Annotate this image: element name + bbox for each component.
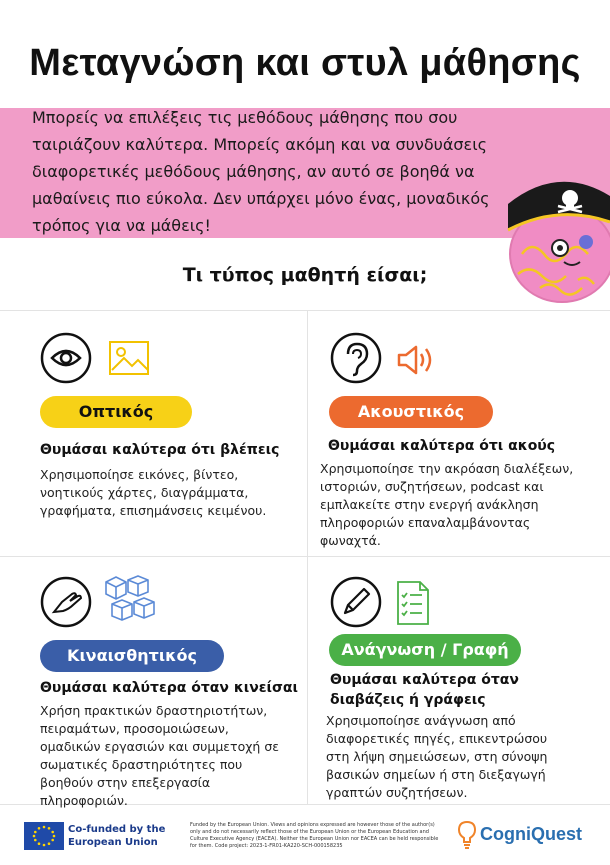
pirate-brain-mascot-icon bbox=[500, 162, 610, 312]
divider bbox=[0, 556, 610, 557]
divider bbox=[307, 310, 308, 804]
readwrite-description: Χρησιμοποίησε ανάγνωση από διαφορετικές πηγές, επικεντρώσου στη λήψη σημειώσεων, στη σύνοψη βασικών σημείων ή στη διεξαγωγή γραπτών συζητήσεων. bbox=[326, 713, 548, 800]
speaker-icon bbox=[396, 343, 436, 377]
image-icon bbox=[108, 340, 150, 376]
page-title: Μεταγνώση και στυλ μάθησης bbox=[29, 42, 581, 84]
checklist-icon bbox=[396, 580, 430, 626]
hand-icon bbox=[40, 576, 92, 628]
auditory-description: Χρησιμοποίησε την ακρόαση διαλέξεων, ιστοριών, συζητήσεων, podcast και εμπλακείτε στην ενεργή ανάκληση πληροφοριών επαναλαμβάνοντας φωναχτά. bbox=[320, 461, 574, 548]
kinesthetic-subhead: Θυμάσαι καλύτερα όταν κινείσαι bbox=[40, 680, 298, 696]
auditory-type-badge: Ακουστικός bbox=[329, 396, 493, 428]
kinesthetic-description: Χρήση πρακτικών δραστηριοτήτων, πειραμάτων, προσομοιώσεων, ομαδικών εργασιών και συμμετοχή σε σωματικές δραστηριότητες που βοηθούν στην επεξεργασία πληροφοριών. bbox=[40, 703, 280, 808]
eye-icon bbox=[40, 332, 92, 384]
visual-description: Χρησιμοποίησε εικόνες, βίντεο, νοητικούς χάρτες, διαγράμματα, γραφήματα, επισημάνσεις κειμένου. bbox=[40, 467, 267, 518]
cubes-icon bbox=[102, 574, 158, 626]
auditory-subhead: Θυμάσαι καλύτερα ότι ακούς bbox=[328, 438, 556, 454]
divider bbox=[0, 310, 610, 311]
eu-cofunded-label: Co-funded by the European Union bbox=[68, 824, 166, 848]
cogniquest-brand: CogniQuest bbox=[480, 824, 582, 844]
readwrite-subhead: Θυμάσαι καλύτερα όταν διαβάζεις ή γράφεις bbox=[330, 672, 519, 708]
question-heading: Τι τύπος μαθητή είσαι; bbox=[182, 264, 428, 286]
kinesthetic-type-badge: Κιναισθητικός bbox=[40, 640, 224, 672]
visual-subhead: Θυμάσαι καλύτερα ότι βλέπεις bbox=[40, 442, 280, 458]
readwrite-type-badge: Ανάγνωση / Γραφή bbox=[329, 634, 521, 666]
cogniquest-logo-icon bbox=[456, 820, 478, 850]
intro-text: Μπορείς να επιλέξεις τις μεθόδους μάθησης που σου ταιριάζουν καλύτερα. Μπορείς ακόμη και να συνδυάσεις διαφορετικές μεθόδους μάθησης, αν αυτό σε βοηθά να μαθαίνεις πιο εύκολα. Δεν υπάρχει μόνο ένας, μοναδικός τρόπος για να μάθεις! bbox=[32, 108, 490, 235]
ear-icon bbox=[330, 332, 382, 384]
funding-disclaimer: Funded by the European Union. Views and opinions expressed are however those of the author(s) only and do not necessarily reflect those of the European Union or the European Education and Culture Executive Agency (EACEA). Neither the European Union nor EACEA can be held responsible for them. Code project: 2023-1-FR01-KA220-SCH-000158235 bbox=[190, 822, 439, 849]
visual-type-badge: Οπτικός bbox=[40, 396, 192, 428]
pencil-icon bbox=[330, 576, 382, 628]
eu-flag-icon bbox=[24, 822, 64, 850]
